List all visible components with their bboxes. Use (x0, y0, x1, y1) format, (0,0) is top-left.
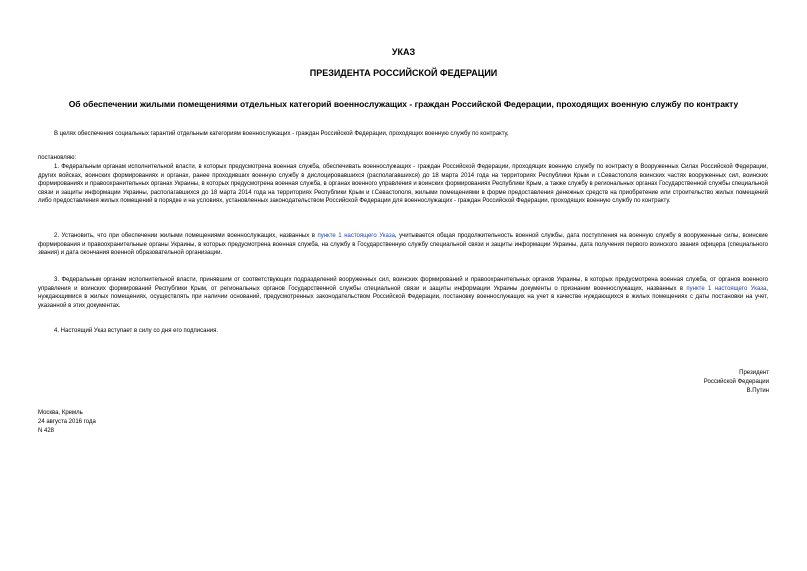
link-punkt-1[interactable]: пункте 1 настоящего Указа (686, 285, 767, 292)
paragraph-4 (38, 327, 768, 336)
signature-name: В.Путин (746, 388, 769, 394)
paragraph-3 (38, 276, 768, 310)
document-title-ukaz: УКАЗ (391, 47, 416, 57)
paragraph-1 (38, 163, 768, 206)
link-punkt-1[interactable]: пункте 1 настоящего Указа (317, 233, 395, 239)
preamble-paragraph (38, 130, 768, 139)
postanovlyayu-label: постановляю: (38, 155, 77, 161)
paragraph-1-text: 1. Федеральным органам исполнительной власти, в которых предусмотрена военная служба, обеспечивать военнослужащих - граждан Российской Федерации, проходящих военную службу по контракту в Вооруженных Силах Российской Федерации, других войсках, воинских формированиях и органах, ранее проходивших военную службу в дислоцировавшихся (располагавшихся) до 18 марта 2014 года на территориях Республики Крым и г.Севастополя воинских частях вооруженных сил, воинских формированиях и правоохранительных органах Украины, в которых предусмотрена военная служба, в органах военного управления и воинских формированиях Республики Крым, а также службу в региональных органах Государственной службы специальной связи и защиты информации Украины, располагавшихся до 18 марта 2014 года на территориях Республики Крым и г.Севастополя, жилыми помещениями в форме предоставления денежных средств на приобретение или строительство жилых помещений либо предоставления жилых помещений в порядке и на условиях, установленных законодательством Российской Федерации для военнослужащих - граждан Российской Федерации, проходящих военную службу по контракту. (38, 164, 768, 205)
paragraph-2 (38, 232, 768, 258)
signature-title: Президент (739, 370, 769, 376)
paragraph-2-text-b: , учитывается общая продолжительность военной службы, дата поступления на военную службу в вооруженные силы, воинские формирования и правоохранительные органы Украины, в которых предусмотрена военная служба, на службу в Государственную службу специальной связи и защиты информации Украины, дата получения первого воинского звания офицера (специального звания) и дата окончания военной образовательной организации. (38, 233, 768, 257)
paragraph-4-text: 4. Настоящий Указ вступает в силу со дня его подписания. (54, 328, 219, 334)
signing-place: Москва, Кремль (38, 410, 83, 416)
paragraph-3-text-a: 3. Федеральным органам исполнительной власти, принявшим от соответствующих подразделений вооруженных сил, воинских формирований и правоохранительных органов Украины, в которых предусмотрена военная служба, от органов военного управления и воинских формирований Республики Крым, от региональных органов Государственной службы специальной связи и защиты информации Украины документы о признании военнослужащих, названных в (38, 277, 768, 292)
document-number: N 428 (38, 428, 55, 434)
paragraph-2-text-a: 2. Установить, что при обеспечении жилыми помещениями военнослужащих, названных в (54, 233, 318, 239)
paragraph-3-text-b: , нуждающимися в жилых помещениях, осуществлять при наличии оснований, предусмотренных законодательством Российской Федерации, постановку военнослужащих на учет в качестве нуждающихся в жилых помещениях с даты постановки на учет, указанной в этих документах. (38, 285, 768, 309)
preamble-text: В целях обеспечения социальных гарантий отдельным категориям военнослужащих - граждан Российской Федерации, проходящих военную службу по контракту, (54, 131, 509, 137)
signing-date: 24 августа 2016 года (38, 419, 96, 425)
document-title-president: ПРЕЗИДЕНТА РОССИЙСКОЙ ФЕДЕРАЦИИ (309, 68, 498, 78)
document-subject: Об обеспечении жилыми помещениями отдельных категорий военнослужащих - граждан Российской Федерации, проходящих военную службу по контракту (68, 99, 739, 109)
signature-country: Российской Федерации (703, 379, 769, 385)
